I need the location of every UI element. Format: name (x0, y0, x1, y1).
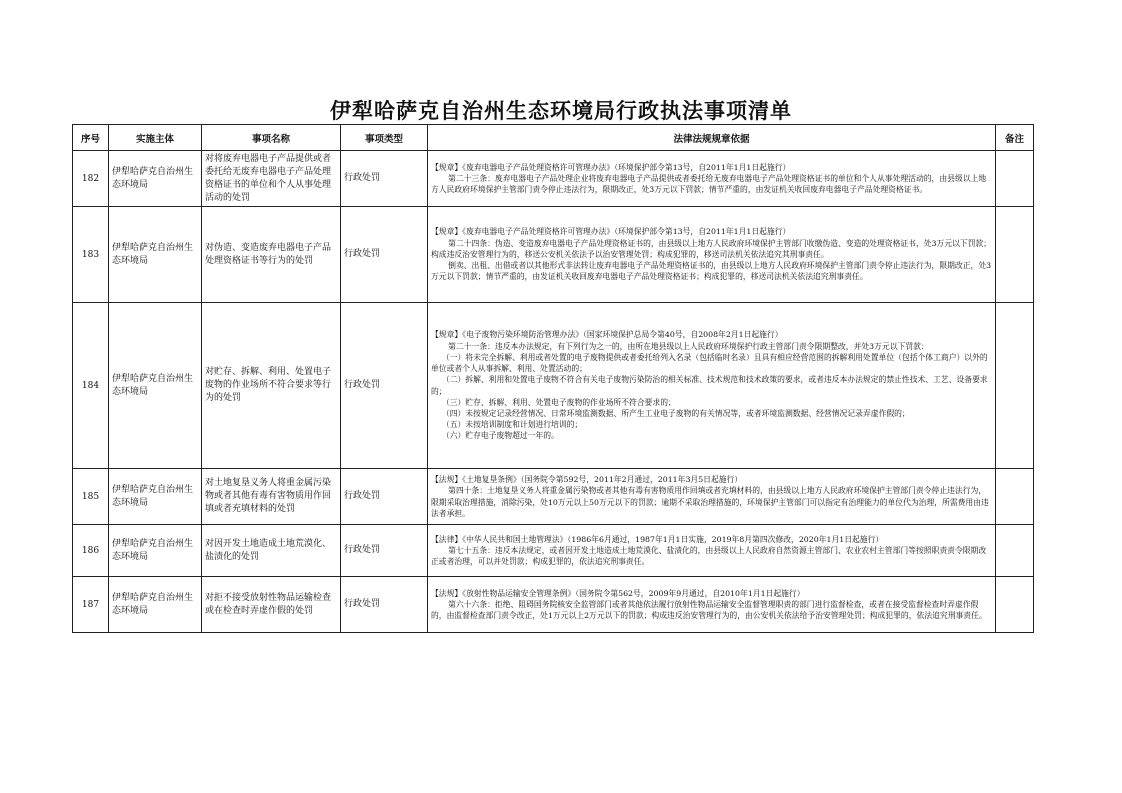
row-note (996, 151, 1034, 207)
row-name: 对因开发土地造成土地荒漠化、盐渍化的处罚 (202, 525, 341, 577)
basis-line: 第七十五条：违反本法规定，或者因开发土地造成土地荒漠化、盐渍化的，由县级以上人民政府自然资源主管部门、农业农村主管部门等按照职责责令限期改正或者治理，可以并处罚款；构成犯罪的，依法追究刑事责任。 (431, 545, 987, 567)
header-name: 事项名称 (202, 125, 341, 151)
basis-line: （三）贮存、拆解、利用、处置电子废物的作业场所不符合要求的； (441, 397, 676, 407)
row-basis (428, 577, 996, 633)
table-header-row (73, 125, 1034, 151)
table-row (73, 207, 1034, 303)
basis-line: 第四十条：土地复垦义务人将重金属污染物或者其他有毒有害物质用作回填或者充填材料的，由县级以上地方人民政府环境保护主管部门责令停止违法行为，限期采取治理措施，消除污染，处10万元以上50万元以下的罚款；逾期不采取治理措施的，环境保护主管部门可以指定有治理能力的单位代为治理，所需费用由违法者承担。 (431, 486, 989, 518)
table-row (73, 577, 1034, 633)
row-index: 187 (73, 577, 109, 633)
table-row (73, 469, 1034, 525)
row-subject: 伊犁哈萨克自治州生态环境局 (109, 207, 202, 303)
row-note (996, 525, 1034, 577)
row-subject: 伊犁哈萨克自治州生态环境局 (109, 151, 202, 207)
row-index: 182 (73, 151, 109, 207)
basis-line: 【法规】《土地复垦条例》（国务院令第592号，2011年2月通过，2011年3月5日起施行） (431, 475, 743, 485)
table-row (73, 151, 1034, 207)
row-name: 对土地复垦义务人将重金属污染物或者其他有毒有害物质用作回填或者充填材料的处罚 (202, 469, 341, 525)
header-subject: 实施主体 (109, 125, 202, 151)
row-note (996, 207, 1034, 303)
row-basis (428, 303, 996, 469)
basis-line: （六）贮存电子废物超过一年的。 (441, 431, 559, 441)
header-index: 序号 (73, 125, 109, 151)
enforcement-table (72, 124, 1034, 633)
row-index: 186 (73, 525, 109, 577)
header-note: 备注 (996, 125, 1034, 151)
row-type: 行政处罚 (341, 151, 428, 207)
row-name: 对将废弃电器电子产品提供或者委托给无废弃电器电子产品处理资格证书的单位和个人从事处理活动的处罚 (202, 151, 341, 207)
row-basis (428, 207, 996, 303)
basis-line: 【规章】《废弃电器电子产品处理资格许可管理办法》（环境保护部令第13号，自2011年1月1日起施行） (431, 162, 791, 172)
row-basis (428, 525, 996, 577)
row-name: 对伪造、变造废弃电器电子产品处理资格证书等行为的处罚 (202, 207, 341, 303)
basis-line: 第二十三条：废弃电器电子产品处理企业将废弃电器电子产品提供或者委托给无废弃电器电子产品处理资格证书的单位和个人从事处理活动的，由县级以上地方人民政府环境保护主管部门责令停止违法行为，限期改正，处3万元以下罚款；情节严重的，由发证机关收回废弃电器电子产品处理资格证书。 (431, 173, 987, 195)
row-note (996, 469, 1034, 525)
row-index: 185 (73, 469, 109, 525)
basis-line: 倒卖、出租、出借或者以其他形式非法转让废弃电器电子产品处理资格证书的，由县级以上地方人民政府环境保护主管部门责令停止违法行为，限期改正，处3万元以下罚款；情节严重的，由发证机关收回废弃电器电子产品处理资格证书；构成犯罪的，移送司法机关依法追究刑事责任。 (431, 261, 992, 282)
row-type: 行政处罚 (341, 207, 428, 303)
row-subject: 伊犁哈萨克自治州生态环境局 (109, 577, 202, 633)
row-basis (428, 151, 996, 207)
row-type: 行政处罚 (341, 525, 428, 577)
row-type: 行政处罚 (341, 577, 428, 633)
basis-line: （一）将未完全拆解、利用或者处置的电子废物提供或者委托给列入名录（包括临时名录）且具有相应经营范围的拆解利用处置单位（包括个体工商户）以外的单位或者个人从事拆解、利用、处置活动的； (431, 352, 988, 374)
row-name: 对拒不接受放射性物品运输检查或在检查时弄虚作假的处罚 (202, 577, 341, 633)
page-title: 伊犁哈萨克自治州生态环境局行政执法事项清单 (330, 98, 792, 123)
header-type: 事项类型 (341, 125, 428, 151)
basis-line: 第二十四条：伪造、变造废弃电器电子产品处理资格证书的，由县级以上地方人民政府环境保护主管部门收缴伪造、变造的处理资格证书，处3万元以下罚款；构成违反治安管理行为的，移送公安机关依法予以治安管理处罚；构成犯罪的，移送司法机关依法追究其刑事责任。 (431, 238, 992, 259)
basis-line: 第二十一条：违反本办法规定，有下列行为之一的，由所在地县级以上人民政府环境保护行政主管部门责令限期整改，并处3万元以下罚款： (448, 341, 929, 351)
basis-line: 第六十六条：拒绝、阻碍国务院核安全监管部门或者其他依法履行放射性物品运输安全监督管理职责的部门进行监督检查，或者在接受监督检查时弄虚作假的，由监督检查部门责令改正，处1万元以上2万元以下的罚款；构成违反治安管理行为的，由公安机关依法给予治安管理处罚；构成犯罪的，依法追究刑事责任。 (431, 599, 987, 621)
row-index: 183 (73, 207, 109, 303)
row-subject: 伊犁哈萨克自治州生态环境局 (109, 469, 202, 525)
row-basis (428, 469, 996, 525)
basis-line: 【法律】《中华人民共和国土地管理法》（1986年6月通过，1987年1月1日实施，2019年8月第四次修改，2020年1月1日起施行） (431, 534, 884, 544)
row-subject: 伊犁哈萨克自治州生态环境局 (109, 303, 202, 469)
row-index: 184 (73, 303, 109, 469)
basis-line: （五）未按培训制度和计划进行培训的； (441, 420, 583, 430)
table-row (73, 303, 1034, 469)
row-name: 对贮存、拆解、利用、处置电子废物的作业场所不符合要求等行为的处罚 (202, 303, 341, 469)
row-note (996, 577, 1034, 633)
header-basis: 法律法规规章依据 (428, 125, 996, 151)
basis-line: （四）未按规定记录经营情况、日常环境监测数据、所产生工业电子废物的有关情况等，或者环境监测数据、经营情况记录弄虚作假的； (441, 408, 910, 418)
basis-line: 【法规】《放射性物品运输安全管理条例》（国务院令第562号，2009年9月通过，自2010年1月1日起施行） (431, 588, 805, 598)
row-note (996, 303, 1034, 469)
basis-line: 【规章】《电子废物污染环境防治管理办法》（国家环境保护总局令第40号，自2008年2月1日起施行） (431, 330, 783, 340)
row-type: 行政处罚 (341, 469, 428, 525)
row-type: 行政处罚 (341, 303, 428, 469)
row-subject: 伊犁哈萨克自治州生态环境局 (109, 525, 202, 577)
basis-line: 【规章】《废弃电器电子产品处理资格许可管理办法》（环境保护部令第13号，自2011年1月1日起施行） (431, 227, 791, 237)
basis-line: （二）拆解、利用和处置电子废物不符合有关电子废物污染防治的相关标准、技术规范和技术政策的要求，或者违反本办法规定的禁止性技术、工艺、设备要求的； (431, 375, 988, 396)
table-row (73, 525, 1034, 577)
